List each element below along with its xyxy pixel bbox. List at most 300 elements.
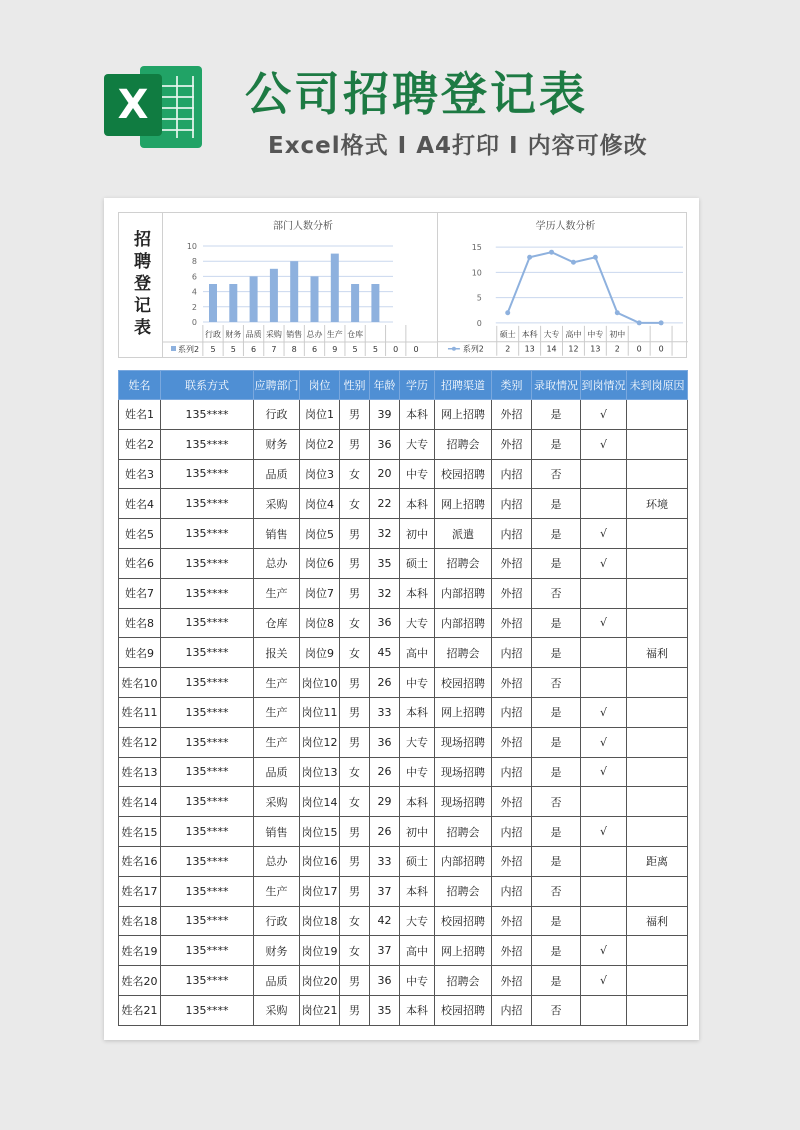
cell-edu: 高中 (400, 638, 435, 668)
cell-edu: 本科 (400, 995, 435, 1025)
cell-reason (627, 727, 688, 757)
cell-dept: 品质 (254, 757, 300, 787)
cell-post: 岗位12 (300, 727, 340, 757)
data-table-value: 5 (372, 345, 378, 354)
cell-contact: 135**** (161, 519, 254, 549)
cell-type: 外招 (492, 400, 532, 430)
data-point (549, 250, 554, 255)
cell-dept: 销售 (254, 519, 300, 549)
cell-age: 37 (370, 876, 400, 906)
cell-contact: 135**** (161, 936, 254, 966)
cell-dept: 生产 (254, 727, 300, 757)
cell-name: 姓名16 (119, 846, 161, 876)
cell-channel: 内部招聘 (435, 578, 492, 608)
cell-name: 姓名6 (119, 548, 161, 578)
cell-dept: 品质 (254, 459, 300, 489)
table-row (119, 697, 688, 727)
cell-edu: 大专 (400, 906, 435, 936)
edu-line-chart (437, 213, 688, 357)
cell-age: 26 (370, 668, 400, 698)
logo-letter: X (104, 74, 162, 136)
cell-reason: 福利 (627, 906, 688, 936)
table-row (119, 400, 688, 430)
x-tick-label: 大专 (543, 329, 560, 339)
legend-swatch (171, 346, 176, 351)
cell-dept: 总办 (254, 846, 300, 876)
side-title: 招聘登记表 (119, 213, 163, 357)
cell-admit: 是 (532, 519, 581, 549)
cell-age: 37 (370, 936, 400, 966)
cell-age: 35 (370, 548, 400, 578)
cell-arrival: √ (581, 429, 627, 459)
cell-post: 岗位19 (300, 936, 340, 966)
cell-name: 姓名11 (119, 697, 161, 727)
table-row (119, 936, 688, 966)
cell-channel: 招聘会 (435, 876, 492, 906)
data-table-value: 14 (546, 344, 557, 354)
cell-reason (627, 519, 688, 549)
bar (290, 261, 298, 322)
y-tick-label: 10 (471, 268, 482, 278)
cell-post: 岗位20 (300, 966, 340, 996)
data-point (659, 320, 664, 325)
cell-edu: 中专 (400, 966, 435, 996)
cell-contact: 135**** (161, 757, 254, 787)
cell-reason (627, 548, 688, 578)
y-tick-label: 0 (191, 318, 197, 327)
cell-gender: 男 (340, 846, 370, 876)
x-tick-label: 品质 (245, 330, 262, 339)
data-table-value: 12 (568, 344, 579, 354)
cell-arrival (581, 578, 627, 608)
cell-reason (627, 936, 688, 966)
data-table-value: 13 (590, 344, 601, 354)
cell-arrival: √ (581, 519, 627, 549)
cell-admit: 否 (532, 787, 581, 817)
bar (351, 284, 359, 322)
cell-name: 姓名20 (119, 966, 161, 996)
cell-type: 内招 (492, 459, 532, 489)
x-tick-label: 销售 (286, 330, 303, 339)
cell-edu: 硕士 (400, 846, 435, 876)
table-header-row (119, 371, 688, 400)
cell-age: 36 (370, 608, 400, 638)
table-row (119, 995, 688, 1025)
cell-admit: 否 (532, 668, 581, 698)
cell-gender: 男 (340, 400, 370, 430)
cell-admit: 否 (532, 995, 581, 1025)
data-table-value: 0 (393, 345, 399, 354)
cell-edu: 本科 (400, 400, 435, 430)
y-tick-label: 2 (191, 302, 197, 312)
cell-name: 姓名15 (119, 817, 161, 847)
cell-arrival: √ (581, 936, 627, 966)
cell-age: 32 (370, 578, 400, 608)
cell-admit: 是 (532, 936, 581, 966)
cell-post: 岗位17 (300, 876, 340, 906)
cell-name: 姓名4 (119, 489, 161, 519)
cell-dept: 仓库 (254, 608, 300, 638)
legend-label: 系列2 (178, 345, 200, 354)
cell-name: 姓名12 (119, 727, 161, 757)
data-table-value: 5 (210, 345, 216, 354)
chart-area (118, 212, 687, 358)
cell-dept: 总办 (254, 548, 300, 578)
col-header-channel: 招聘渠道 (435, 371, 492, 400)
cell-post: 岗位5 (300, 519, 340, 549)
cell-reason (627, 995, 688, 1025)
cell-reason (627, 817, 688, 847)
cell-channel: 网上招聘 (435, 489, 492, 519)
cell-edu: 大专 (400, 727, 435, 757)
cell-post: 岗位6 (300, 548, 340, 578)
cell-contact: 135**** (161, 459, 254, 489)
cell-gender: 女 (340, 906, 370, 936)
cell-channel: 招聘会 (435, 638, 492, 668)
cell-channel: 校园招聘 (435, 995, 492, 1025)
cell-contact: 135**** (161, 608, 254, 638)
cell-name: 姓名19 (119, 936, 161, 966)
table-row (119, 876, 688, 906)
cell-post: 岗位1 (300, 400, 340, 430)
cell-post: 岗位21 (300, 995, 340, 1025)
cell-reason (627, 608, 688, 638)
data-table-value: 2 (614, 344, 620, 354)
col-header-contact: 联系方式 (161, 371, 254, 400)
data-table-value: 6 (311, 345, 318, 354)
cell-reason (627, 668, 688, 698)
cell-reason (627, 966, 688, 996)
cell-reason (627, 400, 688, 430)
cell-dept: 品质 (254, 966, 300, 996)
cell-type: 外招 (492, 966, 532, 996)
cell-admit: 是 (532, 727, 581, 757)
y-tick-label: 10 (186, 242, 197, 251)
cell-age: 42 (370, 906, 400, 936)
col-header-name: 姓名 (119, 371, 161, 400)
col-header-gender: 性别 (340, 371, 370, 400)
cell-contact: 135**** (161, 668, 254, 698)
chart-title: 学历人数分析 (535, 221, 596, 233)
cell-name: 姓名17 (119, 876, 161, 906)
cell-post: 岗位16 (300, 846, 340, 876)
cell-gender: 男 (340, 429, 370, 459)
cell-reason: 福利 (627, 638, 688, 668)
table-row (119, 638, 688, 668)
cell-type: 外招 (492, 787, 532, 817)
data-table-value: 0 (636, 344, 642, 354)
cell-name: 姓名13 (119, 757, 161, 787)
bar (250, 276, 258, 322)
cell-post: 岗位11 (300, 697, 340, 727)
cell-arrival (581, 638, 627, 668)
x-tick-label: 高中 (565, 329, 582, 339)
cell-age: 39 (370, 400, 400, 430)
cell-edu: 本科 (400, 697, 435, 727)
cell-dept: 报关 (254, 638, 300, 668)
table-row (119, 548, 688, 578)
data-table-value: 5 (230, 345, 236, 354)
cell-type: 内招 (492, 489, 532, 519)
cell-post: 岗位18 (300, 906, 340, 936)
cell-type: 内招 (492, 638, 532, 668)
cell-channel: 招聘会 (435, 429, 492, 459)
data-table-value: 13 (524, 344, 535, 354)
cell-contact: 135**** (161, 966, 254, 996)
cell-edu: 本科 (400, 876, 435, 906)
cell-channel: 网上招聘 (435, 697, 492, 727)
page-title: 公司招聘登记表 (245, 67, 588, 121)
cell-channel: 现场招聘 (435, 727, 492, 757)
cell-edu: 初中 (400, 817, 435, 847)
data-table-value: 0 (658, 344, 664, 354)
cell-arrival: √ (581, 548, 627, 578)
cell-post: 岗位8 (300, 608, 340, 638)
cell-type: 外招 (492, 578, 532, 608)
bar (229, 284, 237, 322)
table-row (119, 906, 688, 936)
x-tick-label: 总办 (306, 330, 323, 339)
cell-gender: 男 (340, 578, 370, 608)
cell-age: 29 (370, 787, 400, 817)
cell-reason (627, 876, 688, 906)
cell-arrival: √ (581, 966, 627, 996)
cell-edu: 本科 (400, 489, 435, 519)
table-row (119, 578, 688, 608)
data-table-value: 0 (413, 345, 419, 354)
cell-gender: 男 (340, 697, 370, 727)
data-table-value: 6 (251, 345, 257, 354)
page-subtitle: Excel格式 I A4打印 I 内容可修改 (268, 133, 648, 159)
cell-gender: 女 (340, 787, 370, 817)
cell-name: 姓名10 (119, 668, 161, 698)
cell-age: 36 (370, 429, 400, 459)
cell-dept: 生产 (254, 578, 300, 608)
cell-contact: 135**** (161, 846, 254, 876)
cell-channel: 校园招聘 (435, 459, 492, 489)
y-tick-label: 5 (476, 293, 482, 303)
cell-name: 姓名18 (119, 906, 161, 936)
cell-age: 36 (370, 966, 400, 996)
cell-contact: 135**** (161, 548, 254, 578)
excel-logo-icon (104, 60, 202, 152)
cell-gender: 女 (340, 638, 370, 668)
bar (209, 284, 217, 322)
cell-type: 内招 (492, 876, 532, 906)
y-tick-label: 4 (191, 287, 197, 297)
cell-edu: 高中 (400, 936, 435, 966)
x-tick-label: 采购 (265, 330, 282, 339)
cell-channel: 校园招聘 (435, 668, 492, 698)
cell-reason: 环境 (627, 489, 688, 519)
cell-reason (627, 697, 688, 727)
cell-contact: 135**** (161, 727, 254, 757)
cell-arrival: √ (581, 400, 627, 430)
cell-age: 33 (370, 697, 400, 727)
cell-age: 22 (370, 489, 400, 519)
col-header-edu: 学历 (400, 371, 435, 400)
cell-age: 26 (370, 817, 400, 847)
cell-edu: 硕士 (400, 548, 435, 578)
cell-dept: 采购 (254, 489, 300, 519)
series-line (508, 252, 661, 323)
cell-post: 岗位13 (300, 757, 340, 787)
cell-dept: 行政 (254, 906, 300, 936)
cell-gender: 男 (340, 995, 370, 1025)
cell-dept: 财务 (254, 429, 300, 459)
cell-gender: 男 (340, 817, 370, 847)
table-row (119, 757, 688, 787)
x-tick-label: 中专 (587, 329, 604, 339)
y-tick-label: 15 (471, 243, 482, 253)
cell-arrival (581, 906, 627, 936)
cell-edu: 本科 (400, 578, 435, 608)
cell-name: 姓名21 (119, 995, 161, 1025)
cell-gender: 男 (340, 876, 370, 906)
cell-edu: 中专 (400, 459, 435, 489)
cell-reason (627, 578, 688, 608)
data-table-value: 7 (271, 345, 277, 354)
cell-arrival: √ (581, 817, 627, 847)
cell-admit: 是 (532, 400, 581, 430)
cell-reason (627, 429, 688, 459)
cell-type: 内招 (492, 995, 532, 1025)
table-row (119, 489, 688, 519)
cell-age: 45 (370, 638, 400, 668)
cell-age: 35 (370, 995, 400, 1025)
legend-swatch-marker (452, 347, 456, 351)
data-point (527, 255, 532, 260)
cell-admit: 是 (532, 429, 581, 459)
x-tick-label: 初中 (609, 329, 626, 339)
cell-edu: 初中 (400, 519, 435, 549)
cell-gender: 女 (340, 489, 370, 519)
table-row (119, 668, 688, 698)
cell-gender: 男 (340, 966, 370, 996)
col-header-arrival: 到岗情况 (581, 371, 627, 400)
logo-grid (162, 76, 194, 138)
document-sheet (104, 198, 699, 1040)
cell-dept: 销售 (254, 817, 300, 847)
cell-age: 32 (370, 519, 400, 549)
cell-gender: 男 (340, 727, 370, 757)
cell-reason (627, 757, 688, 787)
table-row (119, 459, 688, 489)
cell-channel: 网上招聘 (435, 936, 492, 966)
cell-post: 岗位10 (300, 668, 340, 698)
cell-age: 20 (370, 459, 400, 489)
cell-channel: 招聘会 (435, 966, 492, 996)
cell-type: 外招 (492, 906, 532, 936)
table-row (119, 966, 688, 996)
cell-name: 姓名3 (119, 459, 161, 489)
data-point (505, 310, 510, 315)
cell-channel: 内部招聘 (435, 608, 492, 638)
cell-channel: 现场招聘 (435, 757, 492, 787)
cell-name: 姓名7 (119, 578, 161, 608)
cell-edu: 中专 (400, 668, 435, 698)
cell-type: 外招 (492, 429, 532, 459)
cell-type: 内招 (492, 817, 532, 847)
cell-admit: 是 (532, 846, 581, 876)
cell-channel: 内部招聘 (435, 846, 492, 876)
table-row (119, 817, 688, 847)
cell-channel: 派遣 (435, 519, 492, 549)
cell-admit: 是 (532, 966, 581, 996)
cell-contact: 135**** (161, 578, 254, 608)
cell-type: 外招 (492, 548, 532, 578)
cell-age: 33 (370, 846, 400, 876)
cell-arrival (581, 787, 627, 817)
cell-arrival: √ (581, 608, 627, 638)
cell-channel: 校园招聘 (435, 906, 492, 936)
cell-contact: 135**** (161, 787, 254, 817)
cell-edu: 中专 (400, 757, 435, 787)
cell-type: 外招 (492, 727, 532, 757)
cell-arrival (581, 846, 627, 876)
cell-admit: 是 (532, 548, 581, 578)
cell-reason (627, 787, 688, 817)
cell-admit: 是 (532, 906, 581, 936)
data-table-value: 9 (332, 345, 338, 354)
cell-contact: 135**** (161, 876, 254, 906)
cell-contact: 135**** (161, 906, 254, 936)
col-header-age: 年龄 (370, 371, 400, 400)
cell-type: 外招 (492, 668, 532, 698)
cell-type: 内招 (492, 697, 532, 727)
cell-edu: 本科 (400, 787, 435, 817)
bar (371, 284, 379, 322)
cell-gender: 女 (340, 757, 370, 787)
cell-age: 26 (370, 757, 400, 787)
bar (331, 254, 339, 322)
cell-post: 岗位15 (300, 817, 340, 847)
cell-gender: 女 (340, 459, 370, 489)
cell-arrival (581, 876, 627, 906)
cell-type: 内招 (492, 757, 532, 787)
table-row (119, 787, 688, 817)
cell-reason (627, 459, 688, 489)
cell-arrival (581, 668, 627, 698)
data-table-value: 5 (352, 345, 358, 354)
cell-type: 外招 (492, 608, 532, 638)
cell-gender: 女 (340, 936, 370, 966)
cell-contact: 135**** (161, 638, 254, 668)
cell-contact: 135**** (161, 429, 254, 459)
cell-admit: 是 (532, 638, 581, 668)
table-row (119, 846, 688, 876)
cell-admit: 是 (532, 757, 581, 787)
table-row (119, 429, 688, 459)
cell-contact: 135**** (161, 489, 254, 519)
cell-channel: 招聘会 (435, 817, 492, 847)
cell-type: 内招 (492, 519, 532, 549)
table-body (119, 400, 688, 1026)
x-tick-label: 硕士 (499, 329, 516, 339)
cell-post: 岗位9 (300, 638, 340, 668)
data-table-value: 2 (505, 344, 511, 354)
y-tick-label: 6 (191, 272, 197, 282)
data-point (637, 320, 642, 325)
data-point (593, 255, 598, 260)
cell-gender: 男 (340, 519, 370, 549)
data-table-value: 8 (291, 345, 297, 354)
cell-admit: 是 (532, 697, 581, 727)
data-point (615, 310, 620, 315)
cell-dept: 生产 (254, 876, 300, 906)
cell-name: 姓名1 (119, 400, 161, 430)
col-header-reason: 未到岗原因 (627, 371, 688, 400)
